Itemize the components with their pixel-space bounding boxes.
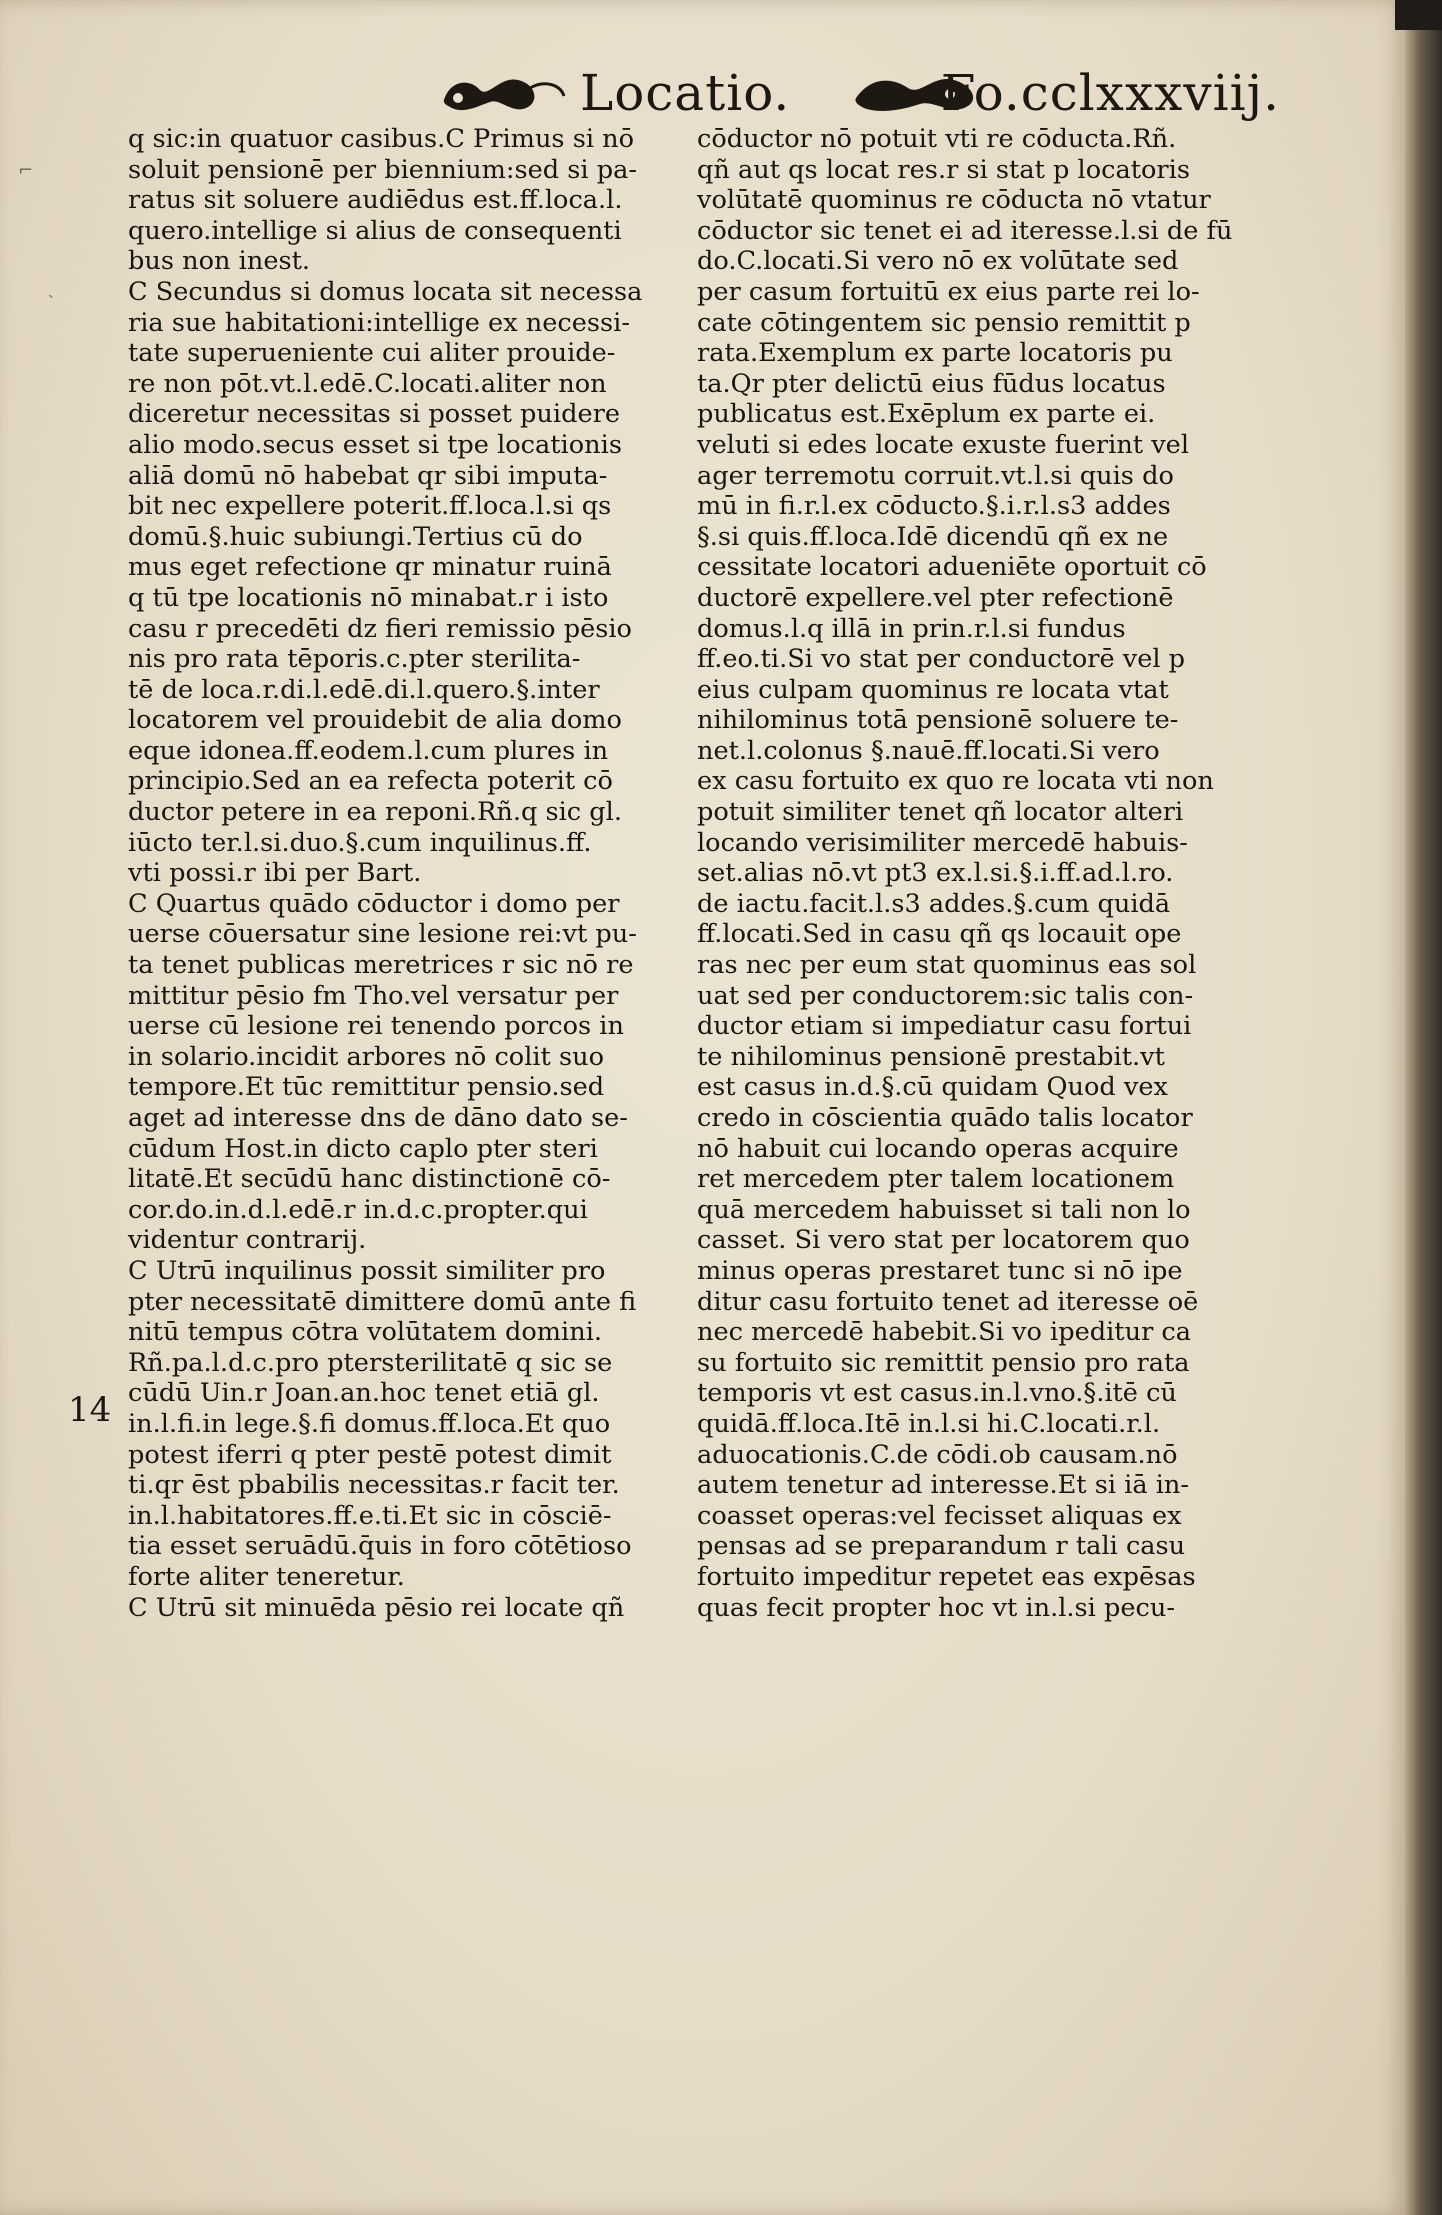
text-line: bit nec expellere poterit.ff.loca.l.si qs xyxy=(128,491,612,522)
text-line: aget ad interesse dns de dāno dato se- xyxy=(128,1103,628,1133)
text-line: ex casu fortuito ex quo re locata vti non xyxy=(697,766,1214,797)
text-line: veluti si edes locate exuste fuerint vel xyxy=(697,429,1190,460)
text-line: ratus sit soluere audiēdus est.ff.loca.l. xyxy=(128,185,623,216)
text-line: q tū tpe locationis nō minabat.r i isto xyxy=(128,582,609,613)
text-line: autem tenetur ad interesse.Et si iā in- xyxy=(697,1470,1190,1501)
text-line: domus.l.q illā in prin.r.l.si fundus xyxy=(697,613,1126,644)
text-line: ff.eo.ti.Si vo stat per conductorē vel p xyxy=(697,644,1186,675)
text-line: nihilominus totā pensionē soluere te- xyxy=(697,705,1179,736)
text-line: domū.§.huic subiungi.Tertius cū do xyxy=(128,521,583,552)
right-text-column xyxy=(697,124,1257,1623)
text-line: su fortuito sic remittit pensio pro rata xyxy=(697,1347,1190,1378)
text-line: credo in cōscientia quādo talis locator xyxy=(697,1103,1193,1133)
text-line: videntur contrarij. xyxy=(128,1225,367,1256)
text-line: nis pro rata tēporis.c.pter sterilita- xyxy=(128,644,581,675)
text-line: C Utrū sit minuēda pēsio rei locate qñ xyxy=(128,1592,625,1623)
text-line: quero.intellige si alius de consequenti xyxy=(128,215,622,246)
text-line: quidā.ff.loca.Itē in.l.si hi.C.locati.r.l. xyxy=(697,1408,1161,1439)
text-line: ductorē expellere.vel pter refectionē xyxy=(697,582,1174,613)
text-line: pter necessitatē dimittere domū ante fi xyxy=(128,1286,637,1317)
text-line: fortuito impeditur repetet eas expēsas xyxy=(697,1561,1196,1592)
text-line: ff.locati.Sed in casu qñ qs locauit ope xyxy=(697,919,1182,950)
text-line: mū in fi.r.l.ex cōducto.§.i.r.l.s3 addes xyxy=(697,491,1171,522)
text-line: bus non inest. xyxy=(128,246,311,277)
text-line: ret mercedem pter talem locationem xyxy=(697,1164,1175,1195)
margin-tick: ˏ xyxy=(48,278,54,299)
text-line: C Quartus quādo cōductor i domo per xyxy=(128,888,620,919)
text-line: litatē.Et secūdū hanc distinctionē cō- xyxy=(128,1164,611,1195)
text-line: quā mercedem habuisset si tali non lo xyxy=(697,1194,1191,1225)
text-line: minus operas prestaret tunc si nō ipe xyxy=(697,1255,1183,1286)
text-line: pensas ad se preparandum r tali casu xyxy=(697,1531,1186,1562)
text-line: C Secundus si domus locata sit necessa xyxy=(128,276,643,307)
text-line: cūdū Uin.r Joan.an.hoc tenet etiā gl. xyxy=(128,1378,600,1409)
text-line: uerse cū lesione rei tenendo porcos in xyxy=(128,1011,624,1042)
page-edge xyxy=(1405,0,1442,2215)
left-text-column xyxy=(128,124,684,1623)
text-line: tē de loca.r.di.l.edē.di.l.quero.§.inter xyxy=(128,674,600,705)
text-line: ditur casu fortuito tenet ad iteresse oē xyxy=(697,1286,1199,1317)
text-line: ras nec per eum stat quominus eas sol xyxy=(697,950,1197,981)
text-line: uerse cōuersatur sine lesione rei:vt pu- xyxy=(128,919,637,950)
margin-tick: ⌐ xyxy=(18,160,34,181)
text-line: in.l.habitatores.ff.e.ti.Et sic in cōsciē- xyxy=(128,1500,612,1531)
running-title: Locatio. xyxy=(580,64,791,122)
text-line: diceretur necessitas si posset puidere xyxy=(128,399,620,430)
text-line: coasset operas:vel fecisset aliquas ex xyxy=(697,1500,1182,1531)
text-line: est casus in.d.§.cū quidam Quod vex xyxy=(697,1072,1168,1103)
text-line: ria sue habitationi:intellige ex necessi- xyxy=(128,307,630,338)
text-line: ductor etiam si impediatur casu fortui xyxy=(697,1011,1192,1042)
text-line: q sic:in quatuor casibus.C Primus si nō xyxy=(128,124,635,154)
text-line: ta tenet publicas meretrices r sic nō re xyxy=(128,950,634,981)
text-line: C Utrū inquilinus possit similiter pro xyxy=(128,1255,606,1286)
text-line: mittitur pēsio fm Tho.vel versatur per xyxy=(128,980,619,1011)
text-line: §.si quis.ff.loca.Idē dicendū qñ ex ne xyxy=(697,521,1169,552)
text-line: ductor petere in ea reponi.Rñ.q sic gl. xyxy=(128,797,622,828)
text-line: volūtatē quominus re cōducta nō vtatur xyxy=(697,185,1211,216)
text-line: eque idonea.ff.eodem.l.cum plures in xyxy=(128,735,609,766)
text-line: net.l.colonus §.nauē.ff.locati.Si vero xyxy=(697,735,1160,766)
text-line: ager terremotu corruit.vt.l.si quis do xyxy=(697,460,1174,491)
text-line: temporis vt est casus.in.l.vno.§.itē cū xyxy=(697,1378,1177,1409)
text-line: principio.Sed an ea refecta poterit cō xyxy=(128,766,613,797)
text-line: qñ aut qs locat res.r si stat p locatoris xyxy=(697,154,1190,185)
text-line: cor.do.in.d.l.edē.r in.d.c.propter.qui xyxy=(128,1194,588,1225)
text-line: cōductor sic tenet ei ad iteresse.l.si de fū xyxy=(697,215,1233,246)
text-line: forte aliter teneretur. xyxy=(128,1561,405,1592)
text-line: cessitate locatori adueniēte oportuit cō xyxy=(697,552,1207,583)
corner-shadow xyxy=(1395,0,1442,30)
text-line: publicatus est.Exēplum ex parte ei. xyxy=(697,399,1156,430)
text-line: de iactu.facit.l.s3 addes.§.cum quidā xyxy=(697,888,1171,919)
text-line: in.l.fi.in lege.§.fi domus.ff.loca.Et quo xyxy=(128,1408,611,1439)
left-ornament-icon xyxy=(440,68,570,118)
margin-number: 14 xyxy=(68,1390,112,1430)
text-line: per casum fortuitū ex eius parte rei lo- xyxy=(697,276,1200,307)
text-line: nec mercedē habebit.Si vo ipeditur ca xyxy=(697,1317,1192,1348)
text-line: in solario.incidit arbores nō colit suo xyxy=(128,1041,605,1072)
text-line: mus eget refectione qr minatur ruinā xyxy=(128,552,612,583)
text-line: alio modo.secus esset si tpe locationis xyxy=(128,429,622,460)
text-line: cate cōtingentem sic pensio remittit p xyxy=(697,307,1191,338)
text-line: nō habuit cui locando operas acquire xyxy=(697,1133,1179,1164)
text-line: te nihilominus pensionē prestabit.vt xyxy=(697,1041,1165,1072)
text-line: quas fecit propter hoc vt in.l.si pecu- xyxy=(697,1592,1175,1623)
text-line: locatorem vel prouidebit de alia domo xyxy=(128,705,622,736)
text-line: cōductor nō potuit vti re cōducta.Rñ. xyxy=(697,124,1177,154)
text-line: tate superueniente cui aliter prouide- xyxy=(128,338,616,369)
text-line: casu r precedēti dz fieri remissio pēsio xyxy=(128,613,632,644)
text-line: re non pōt.vt.l.edē.C.locati.aliter non xyxy=(128,368,607,399)
text-line: aduocationis.C.de cōdi.ob causam.nō xyxy=(697,1439,1178,1470)
text-line: eius culpam quominus re locata vtat xyxy=(697,674,1169,705)
text-line: rata.Exemplum ex parte locatoris pu xyxy=(697,338,1173,369)
text-line: potuit similiter tenet qñ locator alteri xyxy=(697,797,1184,828)
text-line: uat sed per conductorem:sic talis con- xyxy=(697,980,1194,1011)
text-line: do.C.locati.Si vero nō ex volūtate sed xyxy=(697,246,1179,277)
text-line: iūcto ter.l.si.duo.§.cum inquilinus.ff. xyxy=(128,827,592,858)
text-line: vti possi.r ibi per Bart. xyxy=(128,858,422,889)
text-line: casset. Si vero stat per locatorem quo xyxy=(697,1225,1190,1256)
running-header xyxy=(440,60,1280,130)
text-line: ta.Qr pter delictū eius fūdus locatus xyxy=(697,368,1166,399)
text-line: Rñ.pa.l.d.c.pro ptersterilitatē q sic se xyxy=(128,1347,613,1378)
text-line: potest iferri q pter pestē potest dimit xyxy=(128,1439,612,1470)
text-line: set.alias nō.vt pt3 ex.l.si.§.i.ff.ad.l.ro. xyxy=(697,858,1174,889)
text-line: tia esset seruādū.q̄uis in foro cōtētioso xyxy=(128,1531,632,1562)
folio-number: Fo.cclxxxviij. xyxy=(940,64,1280,122)
text-line: cūdum Host.in dicto caplo pter steri xyxy=(128,1133,598,1164)
text-line: aliā domū nō habebat qr sibi imputa- xyxy=(128,460,608,491)
text-line: ti.qr ēst pbabilis necessitas.r facit ter. xyxy=(128,1470,620,1501)
text-line: locando verisimiliter mercedē habuis- xyxy=(697,827,1188,858)
text-line: tempore.Et tūc remittitur pensio.sed xyxy=(128,1072,605,1103)
text-line: nitū tempus cōtra volūtatem domini. xyxy=(128,1317,603,1348)
text-line: soluit pensionē per biennium:sed si pa- xyxy=(128,154,638,185)
